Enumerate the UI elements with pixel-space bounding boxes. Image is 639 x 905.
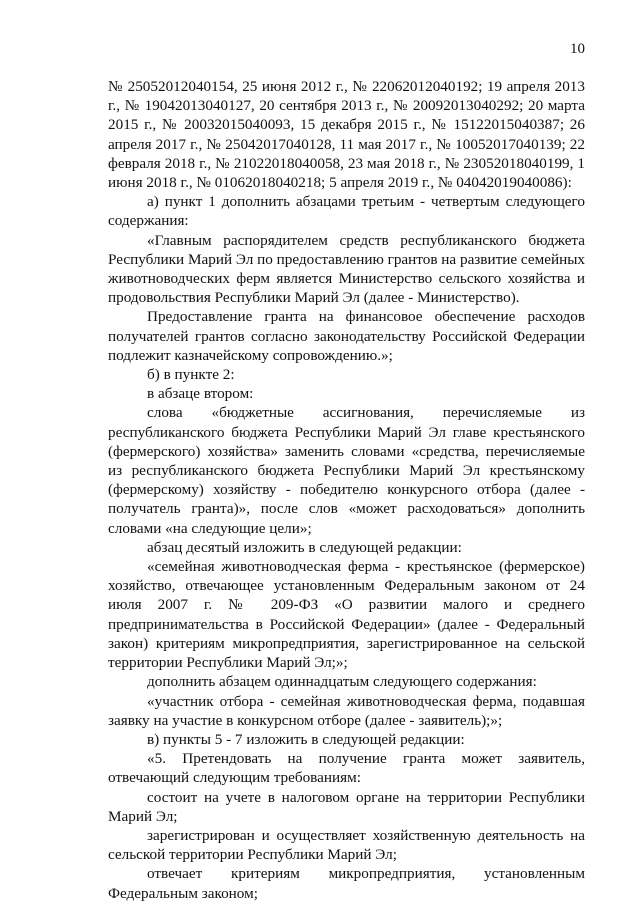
paragraph-11: «участник отбора - семейная животноводческая ферма, подавшая заявку на участие в конкурсном отборе (далее - заявитель);»; xyxy=(108,692,585,729)
paragraph-13: «5. Претендовать на получение гранта может заявитель, отвечающий следующим требованиям: xyxy=(108,750,585,787)
paragraph-2: а) пункт 1 дополнить абзацами третьим - четвертым следующего содержания: xyxy=(108,193,585,230)
paragraph-3: «Главным распорядителем средств республиканского бюджета Республики Марий Эл по предоставлению грантов на развитие семейных животноводческих ферм является Министерство сельского хозяйства и продовольствия Республики Марий Эл (далее - Министерство). xyxy=(108,231,585,307)
page-number: 10 xyxy=(570,41,585,57)
paragraph-14: состоит на учете в налоговом органе на территории Республики Марий Эл; xyxy=(108,788,585,825)
paragraph-10: дополнить абзацем одиннадцатым следующего содержания: xyxy=(147,673,537,691)
paragraph-7: слова «бюджетные ассигнования, перечисляемые из республиканского бюджета Республики Марий Эл главе крестьянского (фермерского) хозяйства» заменить словами «средства, перечисляемые из республиканского бюджета Республики Марий Эл крестьянскому (фермерскому) хозяйству - победителю конкурсного отбора (далее - получатель гранта)», после слов «может расходоваться» дополнить словами «на следующие цели»; xyxy=(108,404,585,537)
paragraph-16: отвечает критериям микропредприятия, установленным Федеральным законом; xyxy=(108,865,585,902)
paragraph-9: «семейная животноводческая ферма - крестьянское (фермерское) хозяйство, отвечающее установленным Федеральным законом от 24 июля 2007 г. № 209-ФЗ «О развитии малого и среднего предпринимательства в Российской Федерации» (далее - Федеральный закон) критериям микропредприятия, зарегистрированное на сельской территории Республики Марий Эл;»; xyxy=(108,558,585,672)
paragraph-5: б) в пункте 2: xyxy=(147,366,235,384)
paragraph-8: абзац десятый изложить в следующей редакции: xyxy=(147,538,462,556)
paragraph-6: в абзаце втором: xyxy=(147,385,254,403)
paragraph-1: № 25052012040154, 25 июня 2012 г., № 22062012040192; 19 апреля 2013 г., № 19042013040127, 20 сентября 2013 г., № 20092013040292; 20 марта 2015 г., № 20032015040093, 15 декабря 2015 г., № 15122015040387; 26 апреля 2017 г., № 25042017040128, 11 мая 2017 г., № 10052017040139; 22 февраля 2018 г., № 21022018040058, 23 мая 2018 г., № 23052018040199, 1 июня 2018 г., № 01062018040218; 5 апреля 2019 г., № 04042019040086): xyxy=(108,78,585,192)
document-body xyxy=(108,77,585,903)
paragraph-4: Предоставление гранта на финансовое обеспечение расходов получателей грантов согласно законодательству Российской Федерации подлежит казначейскому сопровождению.»; xyxy=(108,308,585,364)
paragraph-12: в) пункты 5 - 7 изложить в следующей редакции: xyxy=(147,730,465,748)
paragraph-15: зарегистрирован и осуществляет хозяйственную деятельность на сельской территории Республики Марий Эл; xyxy=(108,826,585,864)
